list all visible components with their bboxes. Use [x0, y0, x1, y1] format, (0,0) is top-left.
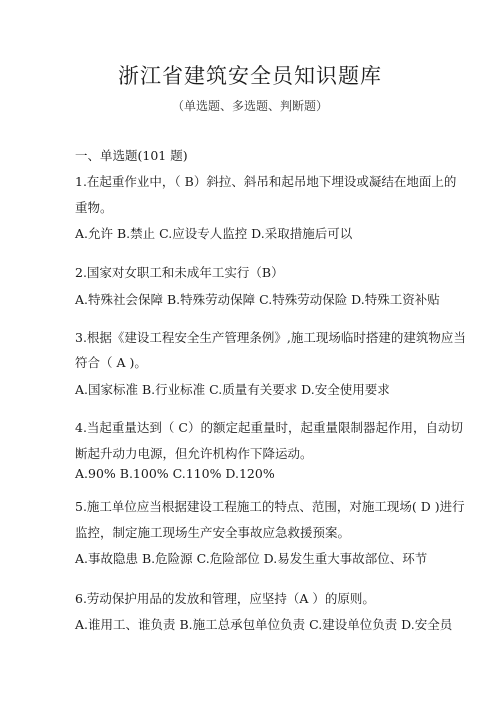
- question-6-options: A.谁用工、谁负责 B.施工总承包单位负责 C.建设单位负责 D.安全员: [75, 617, 453, 632]
- question-1-line-2: 重物。: [75, 200, 113, 215]
- document-title: 浙江省建筑安全员知识题库: [118, 64, 382, 88]
- question-5-line-2: 监控，制定施工现场生产安全事故应急救援预案。: [75, 525, 351, 540]
- question-5-options: A.事故隐患 B.危险源 C.危险部位 D.易发生重大事故部位、环节: [75, 551, 428, 566]
- question-4-options: A.90% B.100% C.110% D.120%: [75, 466, 275, 481]
- question-2-options: A.特殊社会保障 B.特殊劳动保障 C.特殊劳动保险 D.特殊工资补贴: [75, 292, 440, 307]
- section-heading: 一、单选题(101 题): [75, 148, 188, 163]
- document-subtitle: （单选题、多选题、判断题）: [171, 99, 328, 113]
- question-4-line-1: 4.当起重量达到（ C）的额定起重量时，起重量限制器起作用，自动切: [75, 420, 463, 435]
- question-3-options: A.国家标准 B.行业标准 C.质量有关要求 D.安全使用要求: [75, 382, 390, 397]
- question-3-line-1: 3.根据《建设工程安全生产管理条例》,施工现场临时搭建的建筑物应当: [75, 330, 466, 345]
- question-3-line-2: 符合（ A )。: [75, 355, 147, 370]
- question-1-options: A.允许 B.禁止 C.应设专人监控 D.采取措施后可以: [75, 226, 353, 241]
- question-5-line-1: 5.施工单位应当根据建设工程施工的特点、范围，对施工现场( D )进行: [75, 499, 465, 514]
- question-1-line-1: 1.在起重作业中，（ B）斜拉、斜吊和起吊地下埋设或凝结在地面上的: [75, 174, 457, 189]
- question-6-line-1: 6.劳动保护用品的发放和管理，应坚持（A ）的原则。: [75, 591, 375, 606]
- question-4-line-2: 断起升动力电源，但允许机构作下降运动。: [75, 446, 313, 461]
- question-2-line-1: 2.国家对女职工和未成年工实行（B）: [75, 265, 284, 280]
